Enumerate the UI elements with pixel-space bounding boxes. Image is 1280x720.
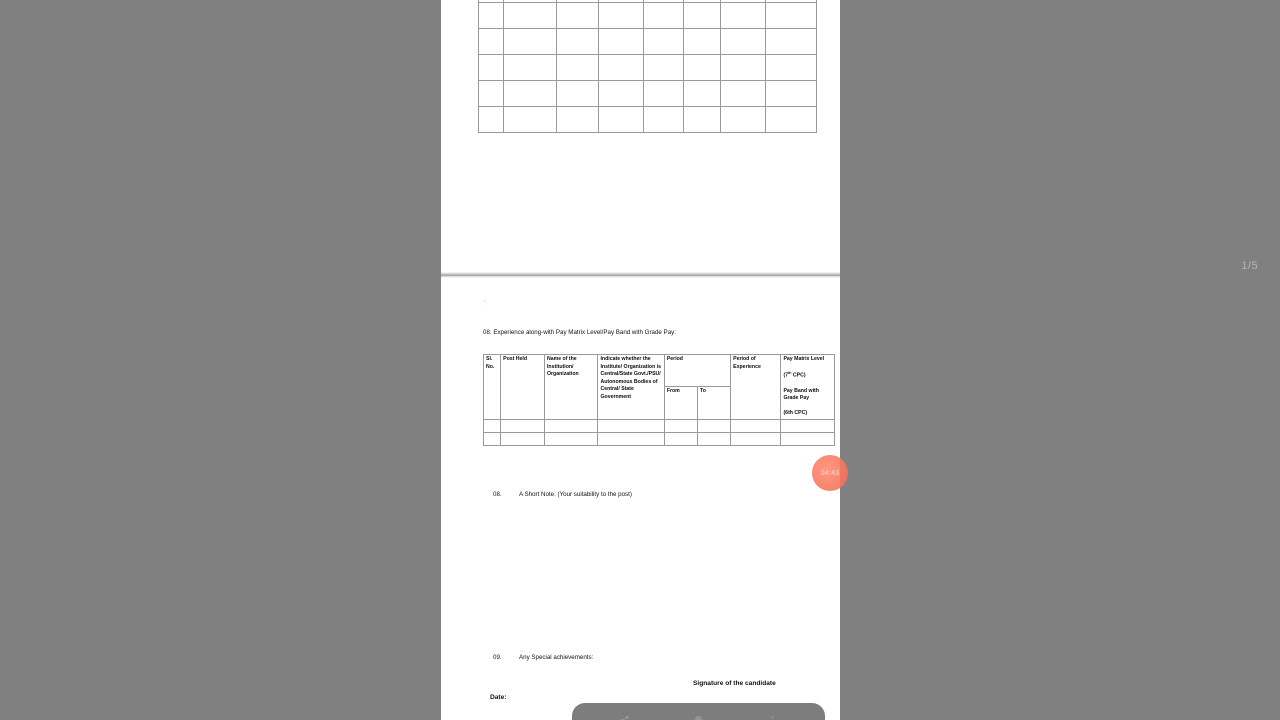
table-row — [479, 55, 817, 81]
scan-speck — [521, 650, 523, 652]
th-sl-no: Sl. No. — [484, 355, 501, 420]
th-period: Period — [664, 355, 730, 387]
document-page-1 — [441, 0, 840, 276]
th-indicate-whether: Indicate whether the Institute/ Organization is Central/State Govt./PSU/ Autonomous Bodies of Central/ State Government — [598, 355, 664, 420]
more-options-icon[interactable] — [764, 714, 780, 720]
print-icon[interactable] — [690, 714, 706, 720]
pay-matrix-cpc7-open: (7 — [783, 372, 789, 379]
pay-band-cpc6: (6th CPC) — [783, 410, 808, 417]
pay-matrix-cpc7-sup: th — [788, 371, 792, 376]
th-period-of-experience: Period of Experience — [731, 355, 781, 420]
left-gutter — [0, 0, 441, 720]
scan-speck — [484, 300, 486, 302]
share-icon[interactable] — [617, 714, 633, 720]
table-row — [484, 432, 835, 445]
page-indicator: 1/5 — [1241, 260, 1258, 272]
bottom-toolbar[interactable] — [572, 703, 825, 720]
question-09 — [493, 654, 593, 661]
pay-matrix-cpc7-close: CPC) — [791, 372, 806, 379]
experience-table — [483, 354, 835, 446]
qualification-table — [478, 0, 817, 133]
document-page-2 — [441, 278, 840, 720]
th-period-from: From — [664, 387, 697, 420]
th-institution: Name of the Institution/ Organization — [544, 355, 598, 420]
scan-speck — [487, 308, 488, 309]
table-row — [484, 419, 835, 432]
table-row — [479, 3, 817, 29]
pay-matrix-line-1: Pay Matrix Level — [783, 356, 825, 362]
th-pay-matrix-level — [781, 355, 835, 420]
document-scroll-area[interactable] — [441, 0, 840, 720]
right-gutter — [840, 0, 1280, 720]
pay-band-line-1: Pay Band with Grade Pay — [783, 387, 819, 402]
date-label: Date: — [490, 694, 507, 701]
th-period-to: To — [698, 387, 731, 420]
question-09-number: 09. — [493, 654, 502, 661]
signature-label: Signature of the candidate — [693, 680, 776, 687]
th-post-held: Post Held — [501, 355, 545, 420]
table-row — [479, 29, 817, 55]
question-08-number: 08. — [493, 491, 502, 498]
timer-badge[interactable]: 04:43 — [812, 455, 848, 491]
section-08-heading: 08. Experience along-with Pay Matrix Level/Pay Band with Grade Pay: — [483, 329, 676, 336]
question-08-text: A Short Note: (Your suitability to the post) — [519, 491, 632, 498]
question-08 — [493, 491, 632, 498]
table-row — [479, 81, 817, 107]
table-row — [479, 107, 817, 133]
question-09-text: Any Special achievements: — [519, 654, 594, 661]
